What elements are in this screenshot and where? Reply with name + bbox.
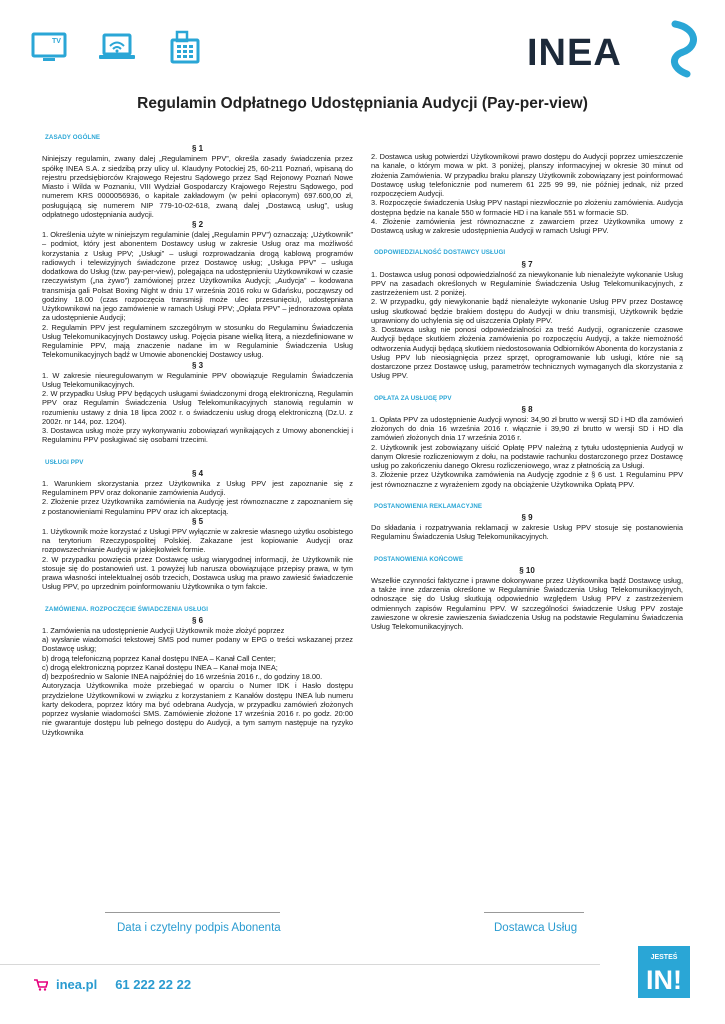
logo-text: INEA (527, 32, 622, 74)
paragraph-number: § 10 (519, 565, 535, 575)
paragraph-text: 1. Dostawca usług ponosi odpowiedzialność za niewykonanie lub nienależyte wykonanie Usług PPV na zasadach określonych w Regulaminie Świadczenia Usług Telekomunikacyjnych, z zastrzeżeniem ust. 2 poniżej. (371, 269, 683, 297)
paragraph-text: 1. Zamówienia na udostępnienie Audycji Użytkownik może złożyć poprzez (42, 625, 285, 635)
paragraph-text: 2. W przypadku Usług PPV będących usługami świadczonymi drogą elektroniczną, Regulamin PPV oraz Regulamin Świadczenia Usług Telekomunikacyjnych stanowią regulamin w rozumieniu ustawy z dnia 18 lipca 2002 r. o świadczeniu usług drogą elektroniczną (Dz.U. z 2002r. nr 144, poz. 1204). (42, 389, 353, 426)
paragraph-text: Do składania i rozpatrywania reklamacji w zakresie Usług PPV stosuje się postanowienia Regulaminu Świadczenia Usług Telekomunikacyjnych. (371, 523, 683, 542)
paragraph-text: 2. Regulamin PPV jest regulaminem szczególnym w stosunku do Regulaminu Świadczenia Usług Telekomunikacyjnych Dostawcy usług. Pojęcia pisane wielką literą, a niezdefiniowane w Regulaminie PPV, mają znaczenie nadane im w Regulaminie Świadczenia Usług Telekomunikacyjnych bądź w Umowie abonenckiej Dostawcy usług. (42, 322, 353, 360)
left-column (42, 133, 353, 737)
paragraph-text: 3. Rozpoczęcie świadczenia Usług PPV nastąpi niezwłocznie po złożeniu zamówienia. Audycja dostępna będzie na kanale 550 w formacie HD i na kanale 551 w formacie SD. (371, 198, 683, 217)
cart-icon (34, 979, 48, 991)
inea-logo (525, 18, 705, 78)
list-item: c) drogą elektroniczną poprzez Kanał dostępu INEA – Kanał moja INEA; (42, 662, 278, 672)
paragraph-number: § 2 (191, 220, 204, 229)
section-title: OPŁATA ZA USŁUGĘ PPV (374, 394, 452, 402)
paragraph-text: 2. Dostawca usług potwierdzi Użytkownikowi prawo dostępu do Audycji poprzez umieszczenie na kanale, o którym mowa w pkt. 3 poniżej, planszy informacyjnej w okresie 30 minut od złożenia Zamówienia. W przypadku braku planszy Użytkownik zobowiązany jest poinformować Dostawcę usług telefonicznie pod numerem 61 225 99 99, nie później jednak, niż przed rozpoczęciem Audycji. (371, 152, 683, 198)
badge-top-text: JESTEŚ (650, 954, 678, 961)
badge-main-text: IN! (646, 965, 682, 995)
paragraph-number: § 5 (191, 516, 204, 526)
section-title: ZAMÓWIENIA. ROZPOCZĘCIE ŚWIADCZENIA USŁUGI (45, 605, 209, 613)
paragraph-text: Wszelkie czynności faktyczne i prawne dokonywane przez Użytkownika bądź Dostawcę usług, a także inne zdarzenia określone w Regulaminie Świadczenia Usług Telekomunikacyjnych, odnoszące się do Usług skutkują odpowiednio względem Usług PPV z zastrzeżeniem odmiennych zapisów Regulaminu PPV. W szczególności świadczenie Usług PPV zostaje zawieszone w okresie zawieszenia świadczenia Usług na podstawie Regulaminu Świadczenia Usług Telekomunikacyjnych. (371, 575, 683, 631)
paragraph-number: § 4 (191, 468, 204, 478)
section-title: USŁUGI PPV (45, 458, 84, 466)
service-icons (30, 30, 204, 64)
paragraph-text: 2. W przypadku powzięcia przez Dostawcę usług wiarygodnej informacji, że Użytkownik nie stosuje się do postanowień ust. 1 powyżej lub narusza obowiązujące przepisy prawa, w tym prawa własności intelektualnej osób trzecich, Dostawca usług ma prawo zawiesić świadczenie Usług PPV, po uprzednim poinformowaniu Użytkownika o tym fakcie. (42, 554, 353, 592)
laptop-wifi-icon (98, 30, 136, 64)
section-title: ZASADY OGÓLNE (45, 134, 101, 141)
list-item: a) wysłanie wiadomości tekstowej SMS pod numer podany w EPG o treści wskazanej przez Dostawcę usług; (42, 635, 353, 654)
phone-fax-icon (166, 30, 204, 64)
footer-phone: 61 222 22 22 (115, 977, 192, 992)
paragraph-text: 1. Użytkownik może korzystać z Usługi PPV wyłącznie w zakresie własnego użytku osobistego na terytorium Rzeczypospolitej Polskiej. Zakazane jest kopiowanie Audycji oraz rozpowszechnianie Audycji w jakiejkolwiek formie. (42, 526, 353, 555)
page-title: Regulamin Odpłatnego Udostępniania Audycji (Pay-per-view) (137, 95, 588, 112)
section-title: POSTANOWIENIA KOŃCOWE (374, 555, 464, 563)
paragraph-number: § 9 (521, 513, 533, 522)
paragraph-text: 1. Opłata PPV za udostępnienie Audycji wynosi: 34,90 zł brutto w wersji SD i HD dla zamówień złożonych do dnia 16 września 2016 r. włącznie i 39,90 zł brutto w wersji SD i HD dla zamówień złożonych dnia 17 września 2016 r. (371, 414, 683, 443)
paragraph-number: § 7 (521, 259, 533, 269)
provider-signature-label: Dostawca Usług (494, 922, 578, 934)
paragraph-text: 3. Dostawca usług nie ponosi odpowiedzialności za treść Audycji, ograniczenie czasowe Audycji będące skutkiem złożenia zamówienia po rozpoczęciu Audycji, a także niemożność odtworzenia Audycji będącą skutkiem niedostosowania Odbiorników Abonenta do korzystania z Usług PPV lub nieosiągnięcia przez sprzęt, oprogramowanie lub usługi, które nie są dostarczone przez Dostawcę usług, parametrów technicznych wymaganych dla skorzystania z Usług PPV. (371, 325, 683, 381)
subscriber-signature-line (105, 912, 280, 913)
paragraph-text: 2. W przypadku, gdy niewykonanie bądź nienależyte wykonanie Usług PPV przez Dostawcę usług skutkować będzie brakiem dostępu do Audycji w dniu transmisji, Użytkownik będzie uprawniony do uchylenia się od uiszczenia Opłaty PPV. (371, 297, 683, 325)
paragraph-text: Autoryzacja Użytkownika może przebiegać w oparciu o Numer IDK i Hasło dostępu przydzielone Użytkownikowi w związku z korzystaniem z Kanałów dostępu INEA lub numeru karty dekodera, poprzez który ma być odebrana Audycja, w przypadku zamówień złożonych poprzez wysłanie wiadomości SMS. Zamówienie złożone 17 września 2016 r. po godz. 20:00 nie gwarantuje dostępu lub pełnego dostępu do Audycji, a tym samym następuje na ryzyko Użytkownika (42, 681, 353, 737)
paragraph-number: § 8 (521, 404, 533, 414)
paragraph-text: 1. W zakresie nieuregulowanym w Regulaminie PPV obowiązuje Regulamin Świadczenia Usług Telekomunikacyjnych. (42, 370, 353, 389)
paragraph-text: 2. Użytkownik jest zobowiązany uiścić Opłatę PPV należną z tytułu udostępnienia Audycji w danym Okresie rozliczeniowym z dołu, na podstawie rachunku dostarczonego przez Dostawcę usług po zakończeniu danego Okresu rozliczeniowego, wraz z płatnością za Usługi. (371, 442, 683, 470)
section-title: POSTANOWIENIA REKLAMACYJNE (374, 502, 483, 510)
footer (34, 977, 191, 992)
paragraph-number: § 1 (191, 144, 204, 154)
paragraph-text: 1. Warunkiem skorzystania przez Użytkownika z Usług PPV jest zapoznanie się z Regulaminem PPV oraz dokonanie zamówienia Audycji. (42, 478, 353, 497)
subscriber-signature-label: Data i czytelny podpis Abonenta (117, 922, 281, 934)
list-item: d) bezpośrednio w Salonie INEA najpóźniej do 16 września 2016 r., do godziny 18.00. (42, 672, 323, 681)
header (0, 0, 725, 90)
provider-signature-line (484, 912, 584, 913)
paragraph-text: Niniejszy regulamin, zwany dalej „Regulaminem PPV”, określa zasady świadczenia przez spółkę INEA S.A. z siedzibą przy ulicy ul. Klaudyny Potockiej 25, 60-211 Poznań, wpisaną do rejestru przedsiębiorców Krajowego Rejestru Sądowego przez Sąd Rejonowy Poznań Nowe Miasto i Wilda w Poznaniu, VIII Wydział Gospodarczy Krajowego Rejestru Sądowego, pod numerem KRS 0000056936, o kapitale zakładowym (w pełni opłaconym) 697.600,00 zł, posługującą się numerem NIP 779-10-02-618, zwaną dalej „Dostawcą usług”, usług odpłatnego udostępniania audycji. (42, 154, 353, 219)
paragraph-text: 2. Złożenie przez Użytkownika zamówienia na Audycję jest równoznaczne z zapoznaniem się z postanowieniami Regulaminu PPV oraz ich akceptacją. (42, 497, 353, 516)
footer-divider (0, 964, 600, 965)
footer-website-link[interactable]: inea.pl (56, 977, 98, 992)
jestes-in-badge (638, 946, 690, 998)
list-item: b) drogą telefoniczną poprzez Kanał dostępu INEA – Kanał Call Center; (42, 653, 276, 663)
paragraph-number: § 3 (191, 360, 204, 370)
right-column (371, 152, 683, 631)
paragraph-text: 3. Złożenie przez Użytkownika zamówienia na Audycję zgodnie z § 6 ust. 1 Regulaminu PPV jest równoznaczne z wyrażeniem zgody na obciążenie Użytkownika Opłatą PPV. (371, 470, 683, 489)
paragraph-number: § 6 (191, 615, 204, 625)
tv-icon (30, 30, 68, 64)
section-title: ODPOWIEDZIALNOŚĆ DOSTAWCY USŁUGI (374, 249, 506, 257)
paragraph-text: 3. Dostawca usług może przy wykonywaniu zobowiązań wynikających z Umowy abonenckiej i Regulaminu PPV posługiwać się osobami trzecimi. (42, 426, 353, 445)
paragraph-text: 4. Złożenie zamówienia jest równoznaczne z zawarciem przez Użytkownika umowy z Dostawcą usług w zakresie udostępnienia Audycji w ramach Usługi PPV. (371, 216, 683, 235)
tv-icon-label: TV (52, 38, 61, 45)
paragraph-text: 1. Określenia użyte w niniejszym regulaminie (dalej „Regulamin PPV”) oznaczają: „Użytkownik” – podmiot, który jest abonentem Dostawcy usług w zakresie Usług oraz ma możliwość korzystania z Usług PPV; „Usługi” – usługi rozprowadzania drogą kablową programów radiowych i telewizyjnych świadczone przez Dostawcę usług; „Usługa PPV” – usługa dodatkowa do Usług (tzw. pay-per-view), polegająca na udostępnieniu Użytkownikowi w czasie rzeczywistym („na żywo”) zamówionej przez Użytkownika Audycji; „Audycja” – kodowana transmisja gali Polsat Boxing Night w dniu 17 września 2016 roku w Gdańsku, począwszy od godziny 18.00 (czas rozpoczęcia transmisji może ulec przesunięciu), udostępniana Użytkownikowi na jego zamówienie w ramach Usługi PPV; „Opłata PPV” – jednorazowa opłata za udostępnienie Audycji; (42, 230, 353, 323)
